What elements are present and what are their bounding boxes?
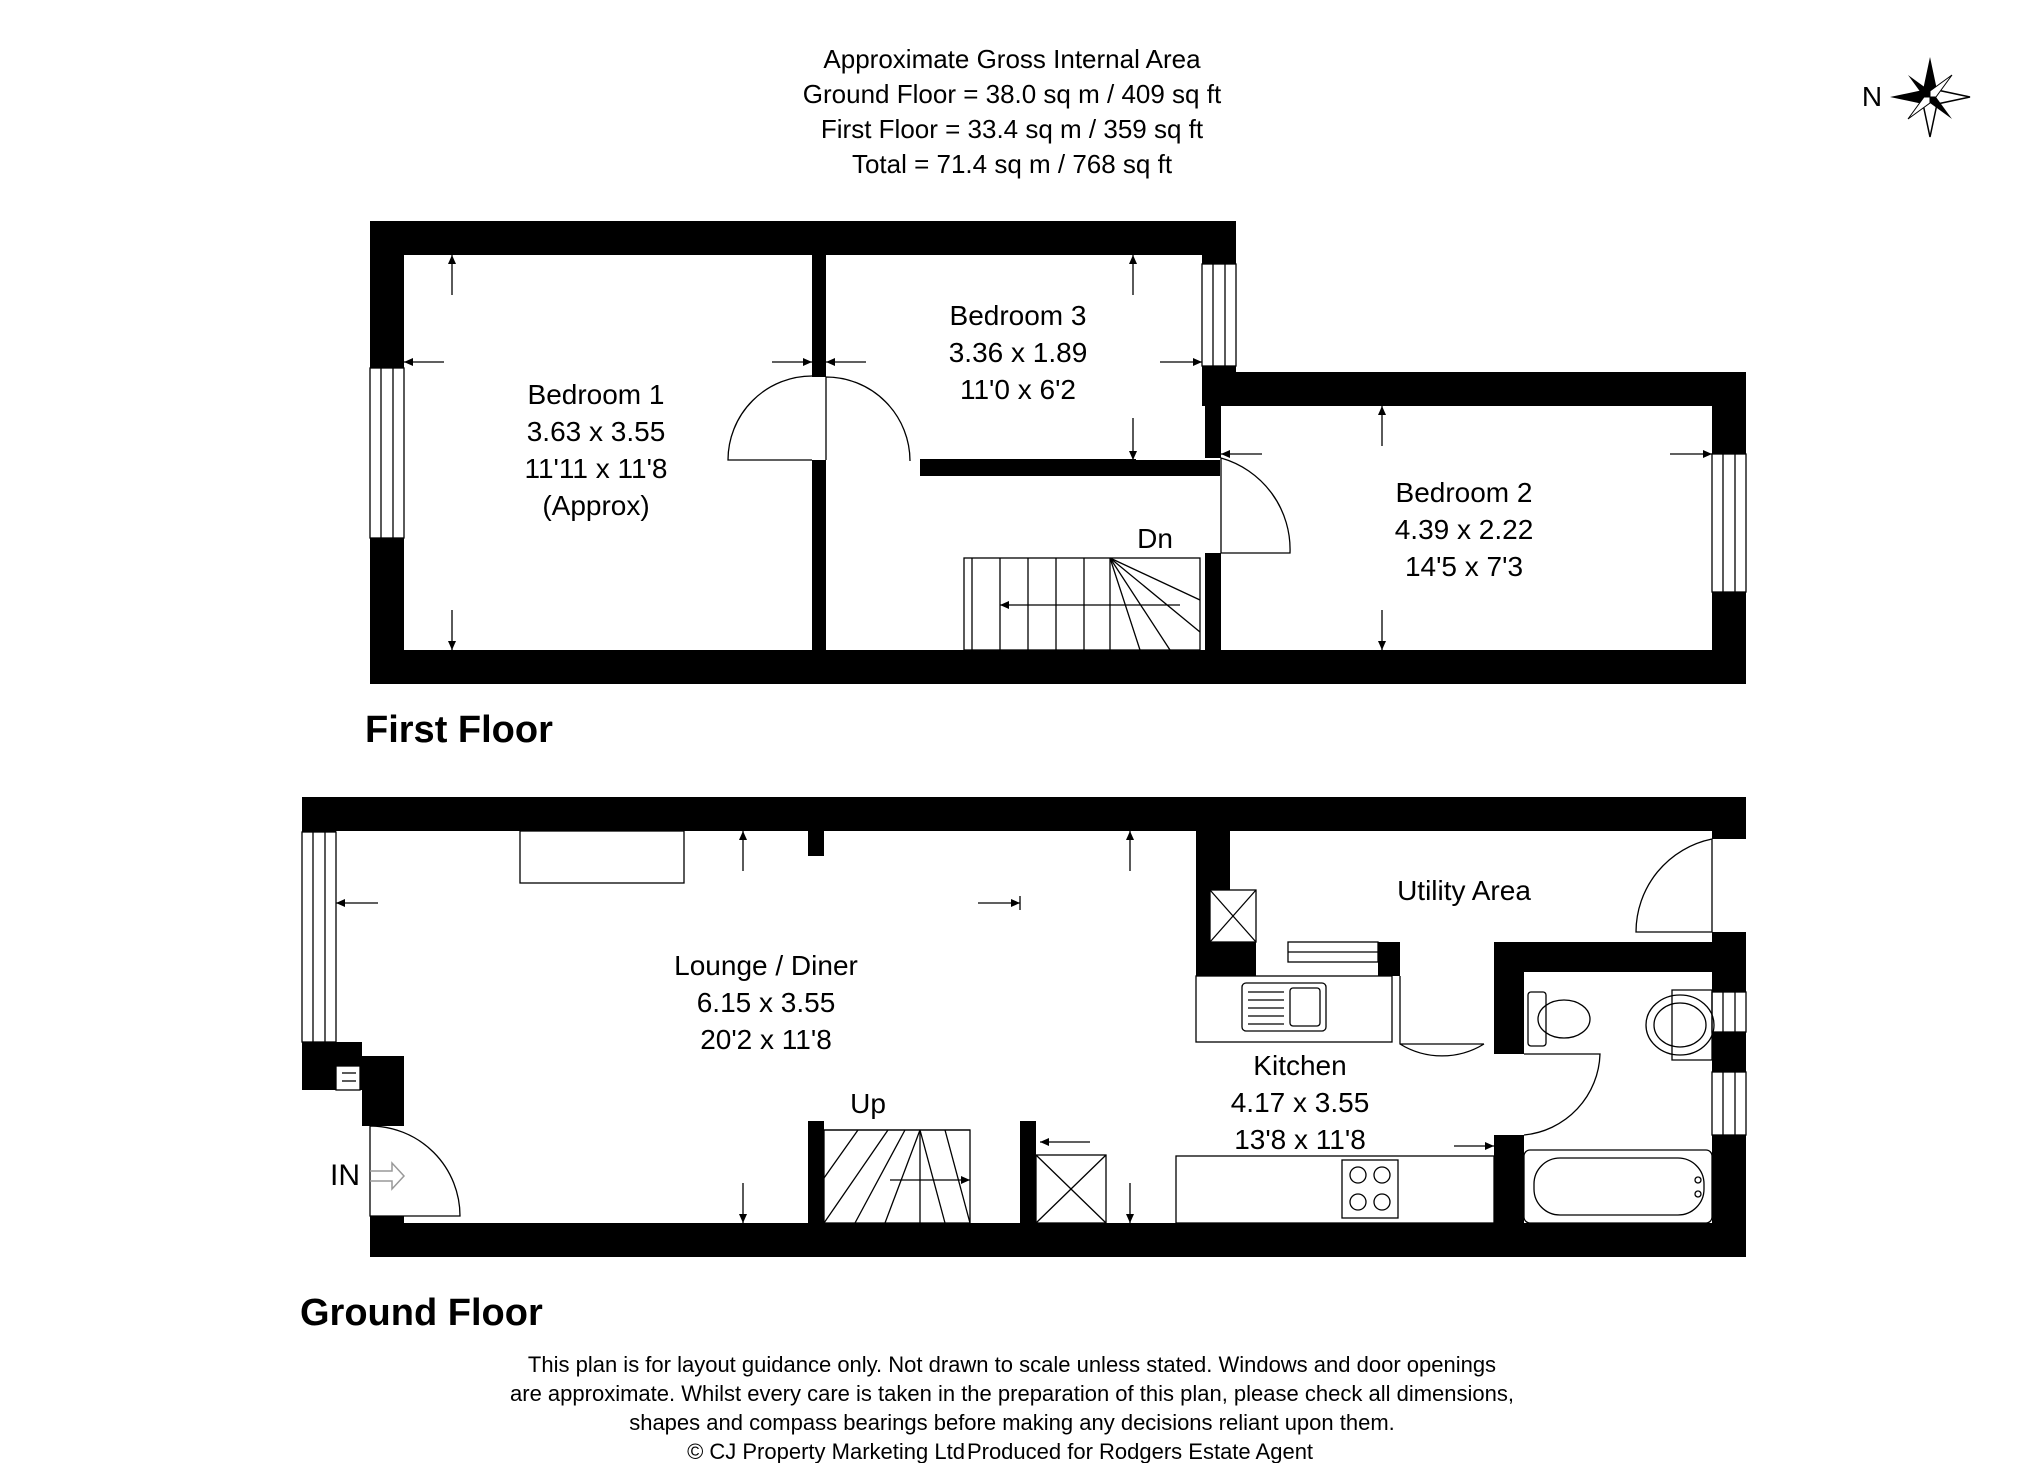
area-title: Approximate Gross Internal Area bbox=[823, 44, 1201, 74]
svg-text:Kitchen: Kitchen bbox=[1253, 1050, 1347, 1081]
area-summary bbox=[803, 44, 1222, 179]
svg-text:3.36 x 1.89: 3.36 x 1.89 bbox=[948, 337, 1088, 368]
room-label-kitchen bbox=[1231, 1050, 1370, 1155]
ground-floor-stairs bbox=[824, 1088, 970, 1223]
entrance-arrow-icon bbox=[370, 1163, 404, 1189]
ground-floor-plan bbox=[302, 797, 1746, 1257]
window-bedroom-2 bbox=[1712, 454, 1746, 592]
svg-text:20'2 x 11'8: 20'2 x 11'8 bbox=[700, 1024, 832, 1055]
svg-text:11'11 x 11'8: 11'11 x 11'8 bbox=[524, 453, 668, 484]
svg-text:Bedroom 1: Bedroom 1 bbox=[527, 379, 665, 410]
svg-text:6.15 x 3.55: 6.15 x 3.55 bbox=[696, 987, 836, 1018]
area-ground-floor: Ground Floor = 38.0 sq m / 409 sq ft bbox=[802, 79, 1222, 109]
bath-icon bbox=[1524, 1150, 1712, 1223]
stairs-up-label: Up bbox=[850, 1088, 886, 1119]
compass-icon bbox=[1862, 57, 1970, 137]
svg-text:Lounge / Diner: Lounge / Diner bbox=[674, 950, 858, 981]
first-floor-plan bbox=[370, 221, 1746, 684]
window-bathroom-2 bbox=[1712, 1072, 1746, 1135]
entrance-marker bbox=[330, 1159, 404, 1192]
door-back bbox=[1636, 839, 1712, 932]
door-bedroom-1 bbox=[728, 376, 812, 460]
door-bathroom bbox=[1524, 1054, 1600, 1135]
fireplace bbox=[520, 831, 684, 883]
ground-floor-title: Ground Floor bbox=[300, 1292, 543, 1334]
svg-text:Utility Area: Utility Area bbox=[1397, 875, 1531, 906]
basin-icon bbox=[1646, 990, 1714, 1060]
svg-text:Bedroom 2: Bedroom 2 bbox=[1395, 477, 1533, 508]
door-bedroom-2 bbox=[1221, 458, 1290, 553]
room-label-bedroom-2 bbox=[1395, 477, 1534, 582]
svg-text:14'5 x 7'3: 14'5 x 7'3 bbox=[1404, 551, 1524, 582]
compass-north-label: N bbox=[1861, 81, 1883, 112]
area-total: Total = 71.4 sq m / 768 sq ft bbox=[851, 149, 1173, 179]
stairs-down-label: Dn bbox=[1137, 523, 1173, 554]
room-label-bedroom-1 bbox=[524, 379, 667, 521]
kitchen-worktop-lower bbox=[1176, 1156, 1494, 1223]
area-first-floor: First Floor = 33.4 sq m / 359 sq ft bbox=[820, 114, 1204, 144]
produced-for: Produced for Rodgers Estate Agent bbox=[966, 1439, 1314, 1463]
svg-text:shapes and compass bearings be: shapes and compass bearings before making any decisions reliant upon them. bbox=[629, 1410, 1395, 1435]
room-label-bedroom-3 bbox=[949, 300, 1088, 405]
svg-text:This plan is for layout guidan: This plan is for layout guidance only. Not drawn to scale unless stated. Windows and door openings bbox=[527, 1352, 1497, 1377]
toilet-icon bbox=[1528, 992, 1590, 1046]
first-floor-title: First Floor bbox=[365, 709, 553, 751]
room-label-lounge-diner bbox=[674, 950, 858, 1055]
svg-text:Bedroom 3: Bedroom 3 bbox=[949, 300, 1087, 331]
window-bedroom-1 bbox=[370, 368, 404, 538]
svg-text:3.63 x 3.55: 3.63 x 3.55 bbox=[526, 416, 666, 447]
svg-text:(Approx): (Approx) bbox=[542, 490, 650, 521]
window-bedroom-3 bbox=[1202, 264, 1236, 366]
door-bedroom-3 bbox=[826, 377, 910, 461]
svg-text:4.39 x 2.22: 4.39 x 2.22 bbox=[1394, 514, 1534, 545]
room-label-utility-area bbox=[1397, 875, 1531, 906]
door-kitchen bbox=[1400, 976, 1484, 1056]
copyright: © CJ Property Marketing Ltd bbox=[687, 1439, 965, 1463]
window-bathroom-1 bbox=[1712, 992, 1746, 1032]
svg-text:are approximate. Whilst every: are approximate. Whilst every care is taken in the preparation of this plan, please check all dimensions, bbox=[510, 1381, 1514, 1406]
window-lounge bbox=[302, 832, 336, 1042]
first-floor-stairs bbox=[964, 523, 1200, 650]
svg-text:13'8 x 11'8: 13'8 x 11'8 bbox=[1234, 1124, 1366, 1155]
window-kitchen bbox=[1288, 942, 1378, 962]
kitchen-worktop-upper bbox=[1196, 976, 1392, 1042]
disclaimer bbox=[510, 1352, 1514, 1463]
svg-text:4.17 x 3.55: 4.17 x 3.55 bbox=[1230, 1087, 1370, 1118]
entrance-label: IN bbox=[330, 1159, 360, 1192]
svg-text:11'0 x 6'2: 11'0 x 6'2 bbox=[959, 374, 1077, 405]
